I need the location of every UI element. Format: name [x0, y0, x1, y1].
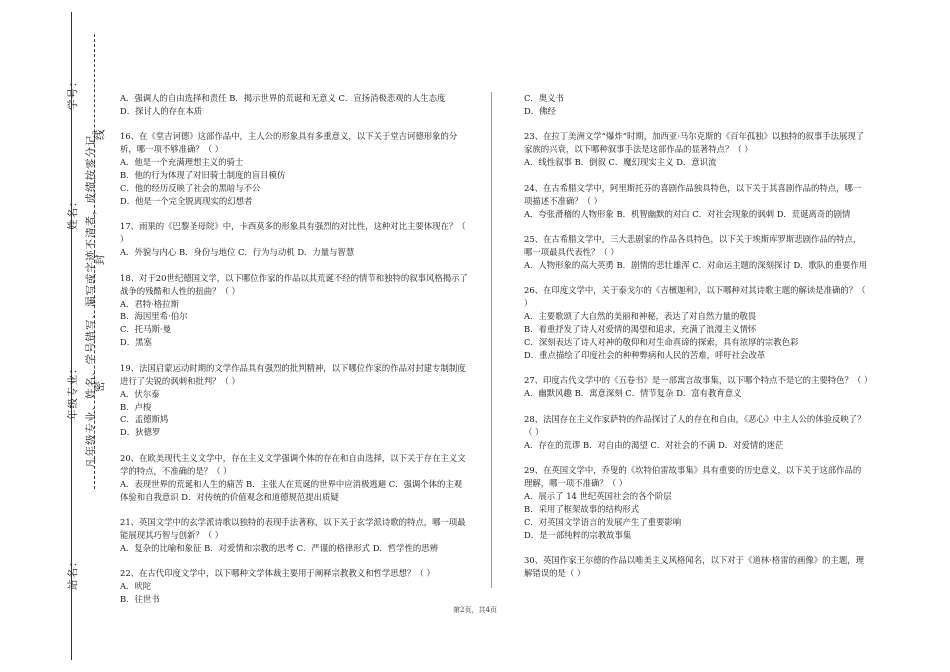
question-stem: 17、雨果的《巴黎圣母院》中，卡西莫多的形象具有强烈的对比性，这种对比主要体现在？（ ）	[120, 221, 466, 245]
option-line: B．他的行为体现了对旧骑士制度的盲目模仿	[120, 170, 286, 181]
option-line: A．外貌与内心 B．身份与地位 C．行为与动机 D．力量与智慧	[120, 247, 355, 258]
question-stem: 28、法国存在主义作家萨特的作品探讨了人的存在和自由，《恶心》中主人公的体验反映了？（ ）	[524, 413, 866, 437]
seal-mark-mi: 密	[94, 380, 106, 392]
option-line: B．往世书	[120, 594, 160, 605]
question-23	[524, 130, 869, 169]
option-line: A．存在的荒谬 B．对自由的渴望 C．对社会的不满 D．对爱情的迷茫	[524, 439, 784, 450]
option-line: B．卢梭	[120, 401, 152, 412]
option-line: C．他的经历反映了社会的黑暗与不公	[120, 183, 261, 194]
binding-notice: 凡年级专业、姓名、学号错写、漏写或字迹不清者，成绩按零分记。	[85, 123, 97, 468]
question-28	[524, 413, 869, 452]
question-29	[524, 464, 869, 541]
option-line: A．复杂的比喻和象征 B．对爱情和宗教的思考 C．严谨的格律形式 D．哲学性的思辨	[120, 542, 439, 553]
option-line: D．他是一个完全脱离现实的幻想者	[120, 195, 253, 206]
option-line: D．探讨人的存在本质	[120, 105, 203, 116]
option-line: C．托马斯·曼	[120, 324, 171, 335]
question-stem: 22、在古代印度文学中，以下哪种文学体裁主要用于阐释宗教教义和哲学思想？（ ）	[120, 568, 435, 579]
question-30	[524, 554, 869, 580]
question-block	[120, 92, 470, 118]
option-line: C．对英国文学语言的发展产生了重要影响	[524, 516, 682, 527]
question-18	[120, 272, 470, 349]
question-25	[524, 233, 869, 272]
option-line: D．是一部纯粹的宗教故事集	[524, 529, 632, 540]
question-stem: 18、对于20世纪德国文学，以下哪位作家的作品以其荒诞不经的情节和独特的叙事风格揭示了战争的残酷和人性的扭曲？（ ）	[120, 272, 468, 296]
name-label: 姓名：	[67, 195, 79, 230]
grade-major-label: 年级专业：	[67, 362, 79, 420]
option-line: A．夸张滑稽的人物形象 B．机智幽默的对白 C．对社会现象的讽刺 D．荒诞离奇的剧情	[524, 208, 851, 219]
question-17	[120, 220, 470, 259]
option-line: D．黑塞	[120, 337, 152, 348]
right-column	[524, 92, 873, 593]
column-divider	[491, 92, 492, 588]
option-line: A．强调人的自由选择和责任 B．揭示世界的荒诞和无意义 C．宣扬消极悲观的人生态度	[120, 93, 446, 103]
student-id-label: 学号：	[67, 75, 79, 110]
question-stem: 23、在拉丁美洲文学“爆炸”时期，加西亚·马尔克斯的《百年孤独》以独特的叙事手法展现了家族的兴衰，以下哪种叙事手法是这部作品的显著特点？（ ）	[524, 131, 865, 155]
question-stem: 19、法国启蒙运动时期的文学作品具有强烈的批判精神，以下哪位作家的作品对封建专制制度进行了尖锐的讽刺和批判？（ ）	[120, 362, 466, 386]
question-stem: 25、在古希腊文学中，三大悲剧家的作品各具特色，以下关于埃斯库罗斯悲剧作品的特点，哪一项最具代表性？（ ）	[524, 234, 862, 257]
option-line: B．海因里希·伯尔	[120, 311, 188, 322]
question-stem: 20、在欧美现代主义文学中，存在主义文学强调个体的存在和自由选择，以下关于存在主义文学的特点，不准确的是？（ ）	[120, 452, 466, 476]
question-stem: 26、在印度文学中，关于泰戈尔的《吉檀迦利》，以下哪种对其诗歌主题的解读是准确的？（ ）	[524, 285, 866, 309]
binding-margin	[0, 0, 112, 672]
school-label: 站名：	[67, 555, 79, 590]
option-line: A．他是一个充满理想主义的骑士	[120, 157, 244, 168]
question-26	[524, 284, 869, 361]
question-stem: 21、英国文学中的玄学派诗歌以独特的表现手法著称，以下关于玄学派诗歌的特点，哪一项最能展现其巧智与创新？（ ）	[120, 517, 466, 540]
left-column	[120, 92, 470, 619]
option-line: A．表现世界的荒诞和人生的痛苦 B．主张人在荒诞的世界中应消极逃避 C．强调个体的主观体验和自我意识 D．对传统的价值观念和道德规范提出质疑	[120, 478, 463, 502]
option-line: D．重点描绘了印度社会的种种弊病和人民的苦难，呼吁社会改革	[524, 349, 766, 360]
question-22	[120, 567, 470, 606]
question-21	[120, 516, 470, 555]
option-line: D．狄德罗	[120, 427, 161, 438]
option-line: D．佛经	[524, 105, 556, 116]
page-number: 第2页，共4页	[453, 606, 497, 614]
question-block	[524, 92, 869, 118]
seal-mark-feng: 封	[94, 253, 106, 265]
option-line: A．人物形象的高大英勇 B．剧情的悲壮雄浑 C．对命运主题的深刻探讨 D．歌队的重要作用	[524, 259, 868, 270]
question-27	[524, 374, 873, 400]
option-line: C．孟德斯鸠	[120, 414, 169, 425]
option-line: C．奥义书	[524, 93, 564, 103]
option-line: A．伏尔泰	[120, 388, 160, 399]
option-line: A．展示了 14 世纪英国社会的各个阶层	[524, 490, 672, 501]
option-line: A．线性叙事 B．倒叙 C．魔幻现实主义 D．意识流	[524, 157, 717, 168]
question-stem: 29、在英国文学中，乔叟的《坎特伯雷故事集》具有重要的历史意义，以下关于这部作品的理解，哪一项不准确？（ ）	[524, 465, 862, 488]
question-stem: 30、英国作家王尔德的作品以唯美主义风格闻名，以下对于《道林·格雷的画像》的主题，理解错误的是（ ）	[524, 555, 864, 579]
question-stem: 24、在古希腊文学中，阿里斯托芬的喜剧作品独具特色，以下关于其喜剧作品的特点，哪一项描述不准确？（ ）	[524, 182, 862, 206]
question-16	[120, 130, 470, 207]
question-stem: 27、印度古代文学中的《五卷书》是一部寓言故事集，以下哪个特点不是它的主要特色？（ ）	[524, 375, 873, 386]
option-line: A．主要歌颂了大自然的美丽和神秘，表达了对自然力量的敬畏	[524, 311, 757, 322]
option-line: B．采用了框架故事的结构形式	[524, 503, 640, 514]
option-line: B．着重抒发了诗人对爱情的渴望和追求，充满了浪漫主义情怀	[524, 324, 757, 335]
seal-mark-xian: 线	[94, 128, 106, 140]
option-line: A．吠陀	[120, 581, 152, 592]
question-20	[120, 452, 470, 504]
question-19	[120, 362, 470, 439]
option-line: C．深刻表达了诗人对神的敬仰和对生命真谛的探索，具有浓厚的宗教色彩	[524, 336, 799, 347]
option-line: A．幽默风趣 B．寓意深刻 C．情节复杂 D．富有教育意义	[524, 388, 742, 399]
question-24	[524, 182, 869, 221]
question-stem: 16、在《堂吉诃德》这部作品中，主人公的形象具有多重意义，以下关于堂吉诃德形象的分析，哪一项不够准确？（ ）	[120, 131, 458, 155]
option-line: A．君特·格拉斯	[120, 298, 179, 309]
